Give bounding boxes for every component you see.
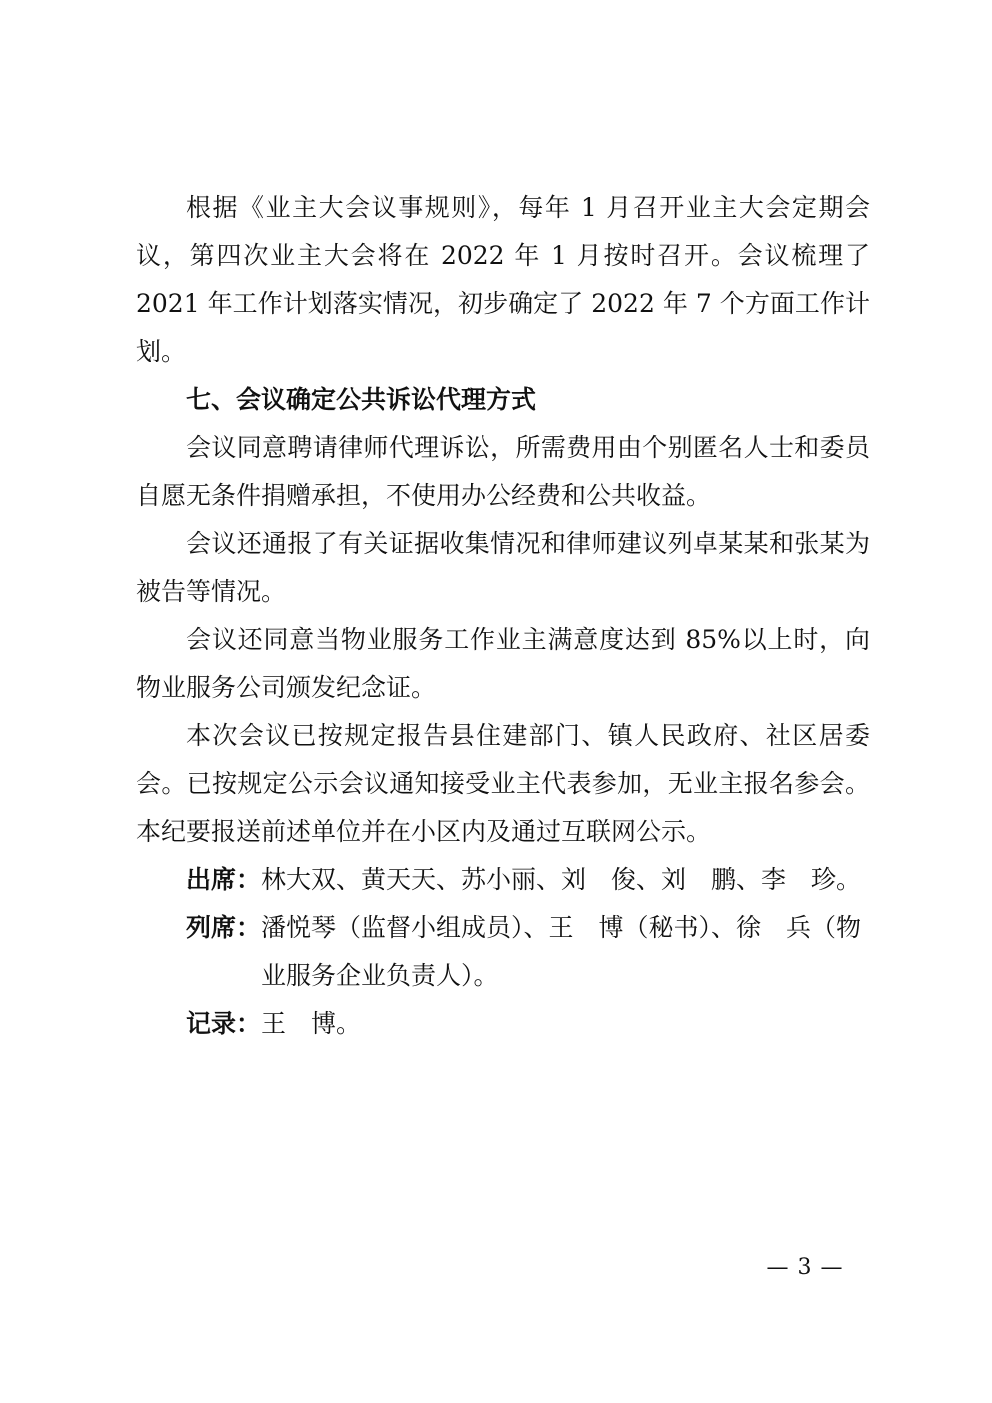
attendance-block <box>186 856 870 1048</box>
present-label: 出席： <box>186 865 262 894</box>
paragraph-evidence-report: 会议还通报了有关证据收集情况和律师建议列卓某某和张某为被告等情况。 <box>136 529 870 606</box>
recorder-name: 王 博。 <box>261 1009 362 1038</box>
recorder-label: 记录： <box>186 1009 262 1038</box>
paragraph-reporting: 本次会议已按规定报告县住建部门、镇人民政府、社区居委会。已按规定公示会议通知接受业主代表参加，无业主报名参会。本纪要报送前述单位并在小区内及通过互联网公示。 <box>136 721 870 846</box>
paragraph-certificate: 会议还同意当物业服务工作业主满意度达到 85%以上时，向物业服务公司颁发纪念证。 <box>136 625 870 702</box>
attending-label: 列席： <box>186 913 262 942</box>
recorder-row <box>186 1000 870 1048</box>
section-heading-7: 七、会议确定公共诉讼代理方式 <box>186 385 537 414</box>
minutes-body <box>136 184 870 856</box>
present-names: 林大双、黄天天、苏小丽、刘 俊、刘 鹏、李 珍。 <box>261 865 862 894</box>
paragraph-lawyer-engagement: 会议同意聘请律师代理诉讼，所需费用由个别匿名人士和委员自愿无条件捐赠承担，不使用办公经费和公共收益。 <box>136 433 870 510</box>
attending-row <box>186 904 870 1000</box>
present-row <box>186 856 870 904</box>
attending-names: 潘悦琴（监督小组成员）、王 博（秘书）、徐 兵（物业服务企业负责人）。 <box>261 913 862 990</box>
paragraph-annual-meeting: 根据《业主大会议事规则》，每年 1 月召开业主大会定期会议，第四次业主大会将在 2022 年 1 月按时召开。会议梳理了 2021 年工作计划落实情况，初步确定了 2022 年 7 个方面工作计划。 <box>136 193 870 366</box>
page-number: — 3 — <box>766 1255 844 1280</box>
